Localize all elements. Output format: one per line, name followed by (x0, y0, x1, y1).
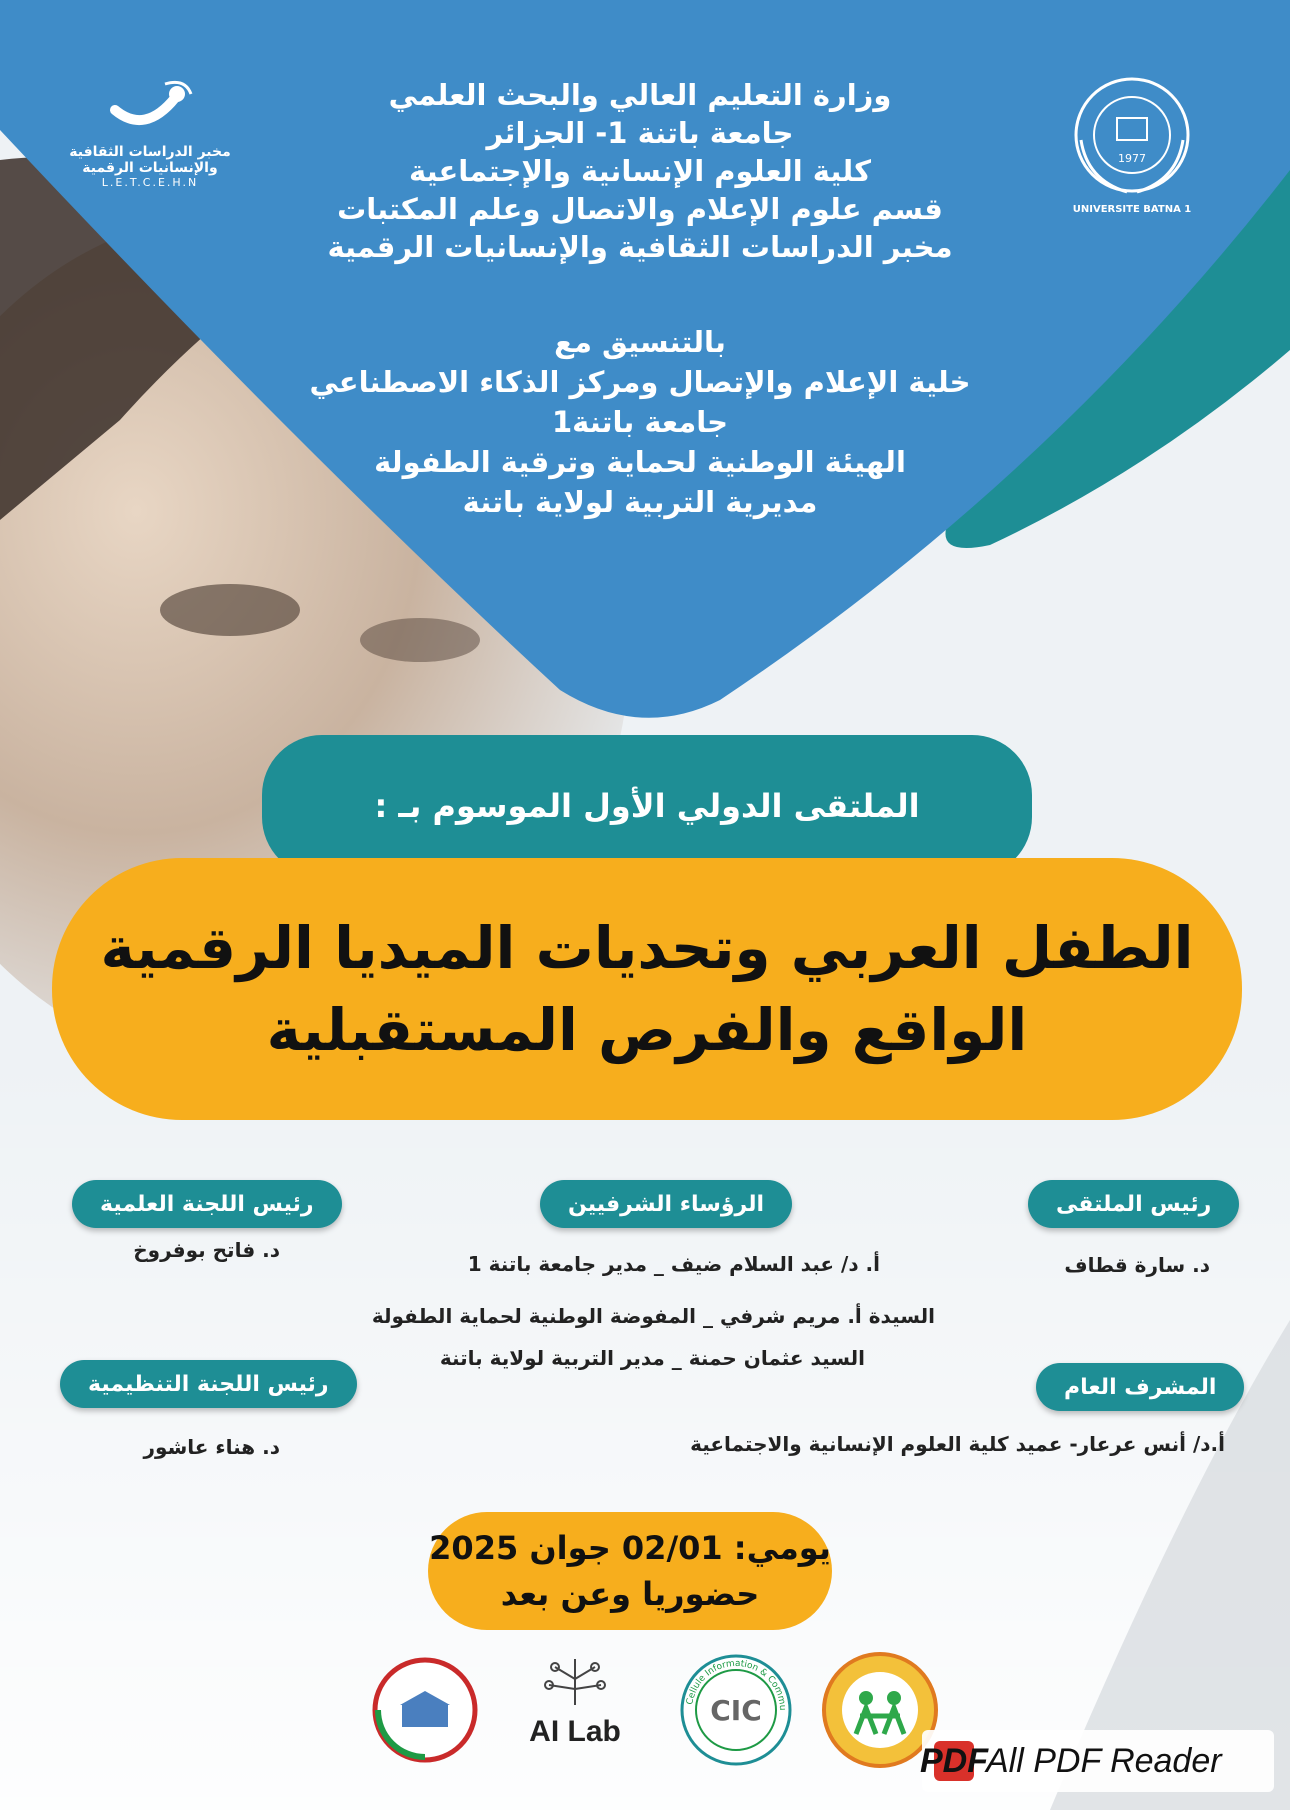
organizing-chair-label: رئيس اللجنة التنظيمية (60, 1360, 357, 1408)
scientific-chair-label: رئيس اللجنة العلمية (72, 1180, 342, 1228)
header-line: جامعة باتنة 1- الجزائر (486, 116, 794, 150)
supervisor-name: أ.د/ أنس عرعار- عميد كلية العلوم الإنسانية والاجتماعية (690, 1432, 1225, 1456)
event-subtitle: الملتقى الدولي الأول الموسوم بـ : (374, 787, 920, 825)
header-line: قسم علوم الإعلام والاتصال وعلم المكتبات (337, 192, 943, 226)
event-mode: حضوريا وعن بعد (500, 1575, 760, 1613)
pdf-reader-watermark (922, 1730, 1274, 1792)
coordination-line: الهيئة الوطنية لحماية وترقية الطفولة (374, 445, 906, 479)
supervisor-label: المشرف العام (1036, 1363, 1244, 1411)
coordination-line: خلية الإعلام والإتصال ومركز الذكاء الاصطناعي (309, 365, 971, 399)
lab-acronym: L.E.T.C.E.H.N (101, 176, 199, 189)
education-directorate-emblem-icon (370, 1655, 480, 1765)
forum-chair-label: رئيس الملتقى (1028, 1180, 1239, 1228)
header-line: كلية العلوم الإنسانية والإجتماعية (409, 154, 871, 188)
lab-name-line2: والإنسانيات الرقمية (82, 160, 218, 176)
pdf-reader-label: All PDF Reader (986, 1741, 1222, 1780)
cic-label: CIC (710, 1694, 762, 1727)
honorary-name: أ. د/ عبد السلام ضيف _ مدير جامعة باتنة 1 (467, 1252, 880, 1276)
lab-logo-icon (105, 80, 195, 140)
university-year: 1977 (1118, 152, 1146, 165)
header-institutions (300, 76, 980, 266)
lab-logo (60, 80, 240, 189)
honorary-name: السيدة أ. مريم شرفي _ المفوضة الوطنية لحماية الطفولة (371, 1304, 935, 1328)
event-title-line2: الواقع والفرص المستقبلية (266, 996, 1028, 1064)
pdf-badge-icon: PDF (920, 1741, 988, 1780)
event-title-box (52, 858, 1242, 1120)
header-line: وزارة التعليم العالي والبحث العلمي (388, 78, 892, 112)
lab-name-line1: مخبر الدراسات الثقافية (69, 144, 231, 160)
cic-logo (678, 1652, 794, 1772)
university-emblem-icon (1067, 70, 1197, 200)
coordination-list (300, 322, 980, 522)
education-directorate-logo (370, 1655, 480, 1769)
circuit-brain-icon (535, 1655, 615, 1711)
organizing-chair-name: د. هناء عاشور (143, 1435, 280, 1459)
honorary-name: السيد عثمان حمنة _ مدير التربية لولاية باتنة (439, 1346, 865, 1370)
honorary-label: الرؤساء الشرفيين (540, 1180, 792, 1228)
header-line: مخبر الدراسات الثقافية والإنسانيات الرقمية (327, 230, 953, 264)
university-logo (1062, 70, 1202, 215)
cic-ring-text: Cellule Information & Commu (685, 1658, 788, 1711)
coordination-line: جامعة باتنة1 (551, 405, 729, 439)
event-date-pill (428, 1512, 832, 1630)
forum-chair-name: د. سارة قطاف (1064, 1253, 1210, 1277)
event-date: يومي: 02/01 جوان 2025 (429, 1529, 831, 1567)
coordination-line: مديرية التربية لولاية باتنة (462, 485, 818, 519)
event-title-line1: الطفل العربي وتحديات الميديا الرقمية (100, 914, 1194, 982)
ai-lab-label: AI Lab (529, 1715, 621, 1748)
coordination-line: بالتنسيق مع (554, 325, 726, 359)
event-subtitle-pill (262, 735, 1032, 877)
university-caption: UNIVERSITE BATNA 1 (1072, 204, 1192, 215)
scientific-chair-name: د. فاتح بوفروخ (133, 1238, 280, 1262)
cic-emblem-icon (678, 1652, 794, 1768)
ai-lab-logo (515, 1655, 635, 1749)
